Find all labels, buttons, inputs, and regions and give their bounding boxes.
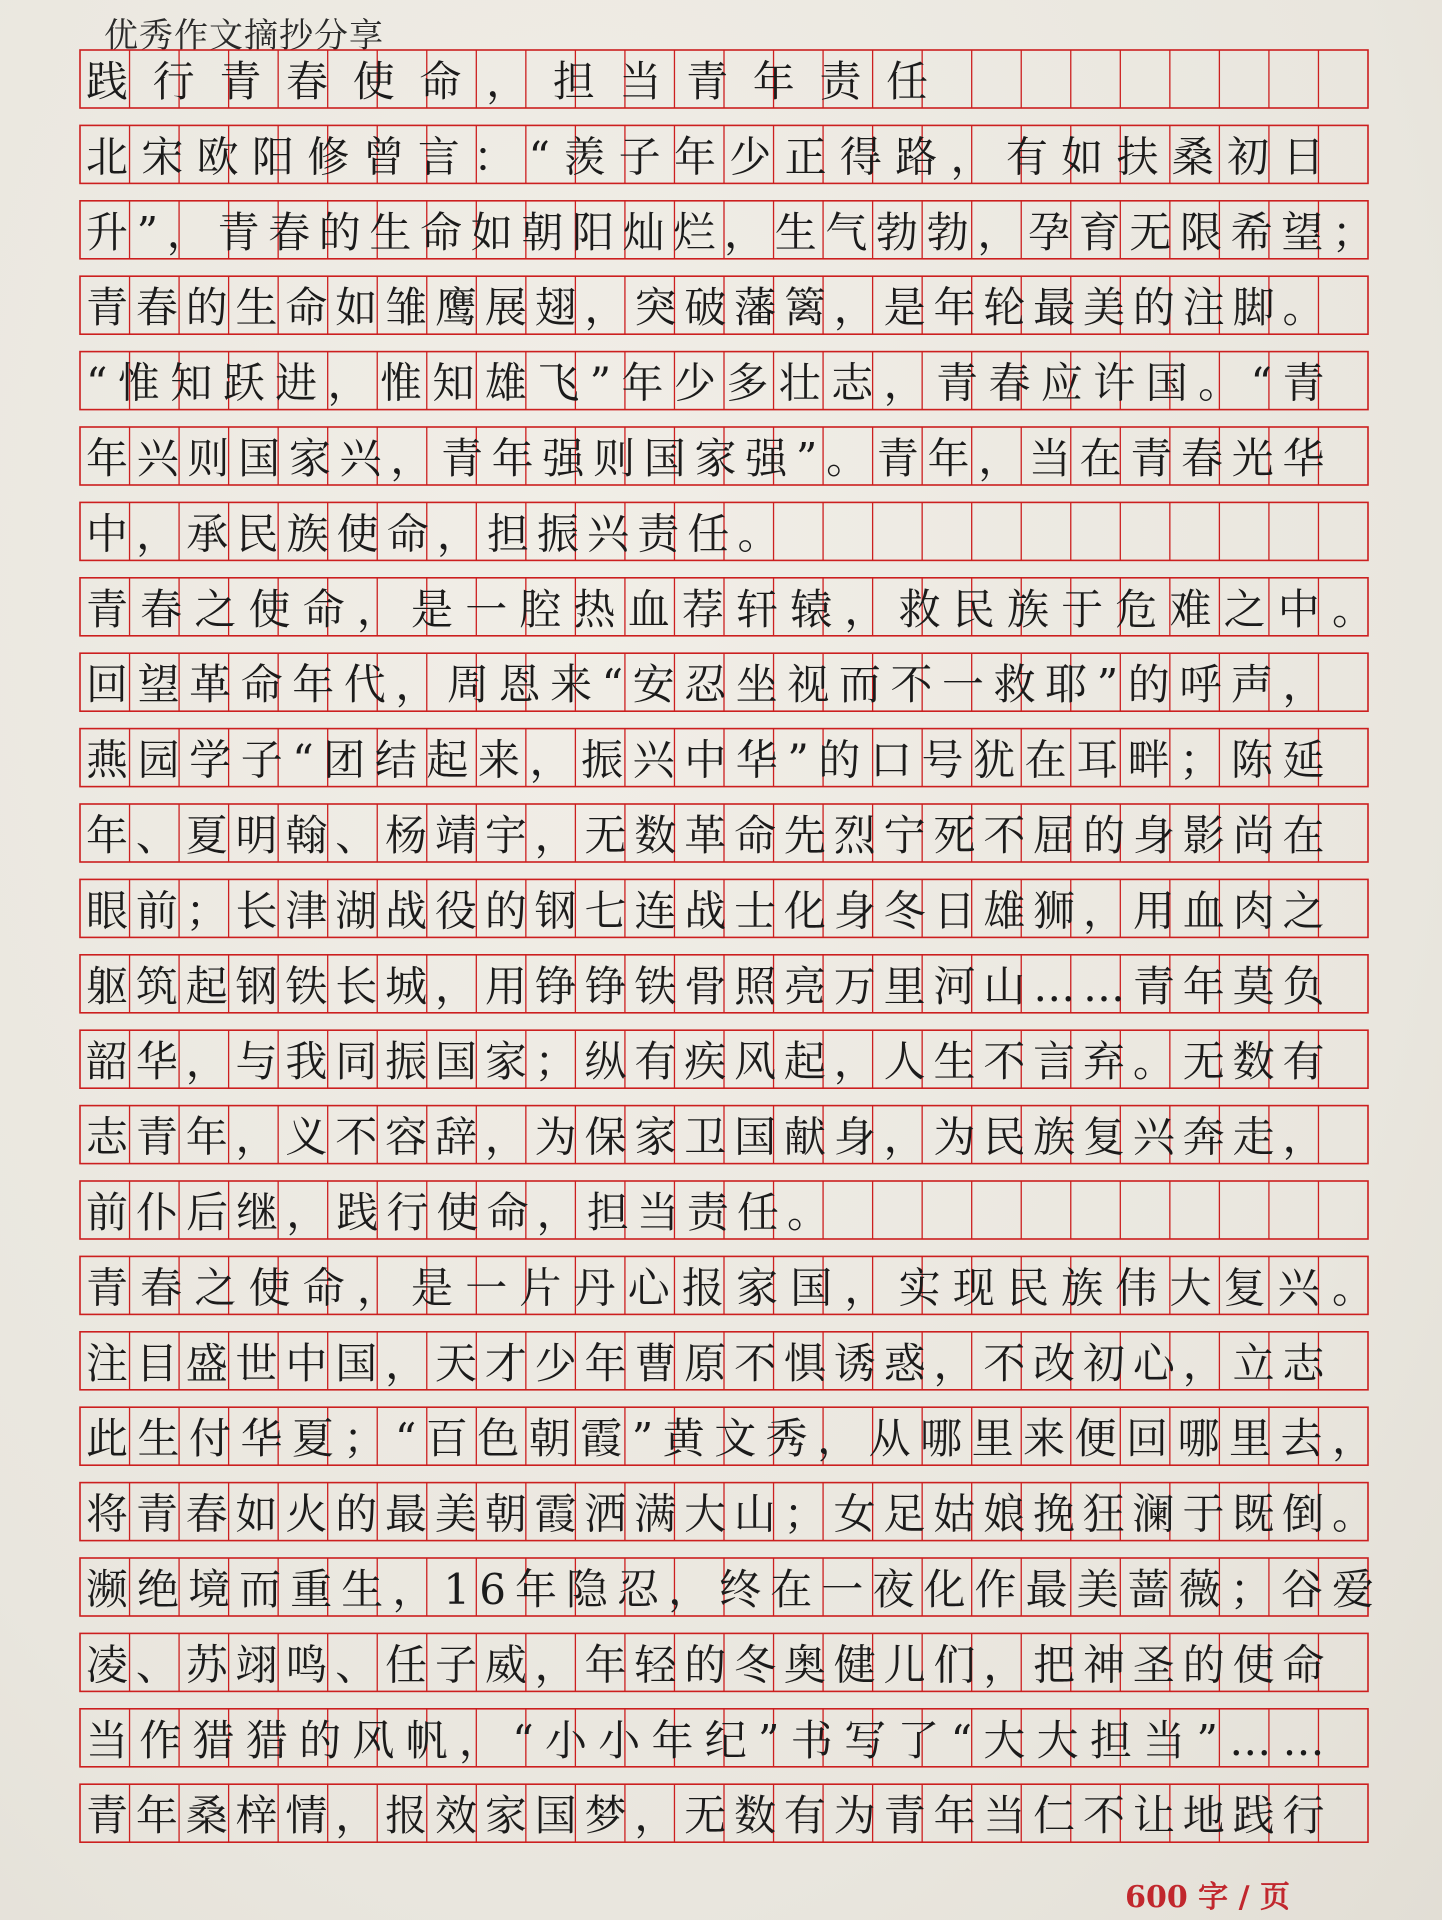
- essay-line: 青年桑梓情，报效家国梦，无数有为青年当仁不让地践行: [86, 1791, 1325, 1841]
- essay-line: 燕园学子“团结起来，振兴中华”的口号犹在耳畔；陈延: [86, 735, 1325, 785]
- word-count-footer: 600 字 / 页: [1125, 1880, 1290, 1915]
- essay-line: 当作猎猎的风帆，“小小年纪”书写了“大大担当”……: [86, 1715, 1325, 1765]
- essay-line: 青春的生命如雏鹰展翅，突破藩篱，是年轮最美的注脚。: [86, 283, 1325, 333]
- page-header: 优秀作文摘抄分享: [104, 16, 384, 56]
- essay-line: 北宋欧阳修曾言：“羡子年少正得路，有如扶桑初日: [86, 132, 1325, 182]
- essay-line: 濒绝境而重生，16年隐忍，终在一夜化作最美蔷薇；谷爱: [86, 1565, 1374, 1614]
- essay-line: 青春之使命，是一腔热血荐轩辕，救民族于危难之中。: [86, 584, 1374, 634]
- essay-line: 将青春如火的最美朝霞洒满大山；女足姑娘挽狂澜于既倒。: [86, 1489, 1374, 1539]
- essay-line: 青春之使命，是一片丹心报家国，实现民族伟大复兴。: [86, 1263, 1374, 1313]
- essay-line: 志青年，义不容辞，为保家卫国献身，为民族复兴奔走，: [86, 1112, 1325, 1162]
- essay-line: 践行青春使命，担当青年责任: [86, 57, 929, 106]
- essay-line: 前仆后继，践行使命，担当责任。: [86, 1188, 830, 1237]
- essay-line: 眼前；长津湖战役的钢七连战士化身冬日雄狮，用血肉之: [86, 886, 1325, 936]
- essay-line: 注目盛世中国，天才少年曹原不惧诱惑，不改初心，立志: [86, 1338, 1325, 1388]
- essay-line: 此生付华夏；“百色朝霞”黄文秀，从哪里来便回哪里去，: [86, 1414, 1374, 1464]
- essay-line: 升”，青春的生命如朝阳灿烂，生气勃勃，孕育无限希望；: [86, 207, 1375, 257]
- essay-line: 回望革命年代，周恩来“安忍坐视而不一救耶”的呼声，: [86, 660, 1325, 710]
- essay-line: 年、夏明翰、杨靖宇，无数革命先烈宁死不屈的身影尚在: [86, 811, 1325, 860]
- essay-line: 凌、苏翊鸣、任子威，年轻的冬奥健儿们，把神圣的使命: [86, 1640, 1325, 1690]
- essay-line: 年兴则国家兴，青年强则国家强”。青年，当在青春光华: [86, 434, 1325, 483]
- essay-line: 韶华，与我同振国家；纵有疾风起，人生不言弃。无数有: [86, 1037, 1325, 1087]
- essay-line: 中，承民族使命，担振兴责任。: [86, 509, 780, 559]
- essay-line: 躯筑起钢铁长城，用铮铮铁骨照亮万里河山……青年莫负: [86, 961, 1325, 1011]
- essay-line: “惟知跃进，惟知雄飞”年少多壮志，青春应许国。“青: [86, 358, 1325, 408]
